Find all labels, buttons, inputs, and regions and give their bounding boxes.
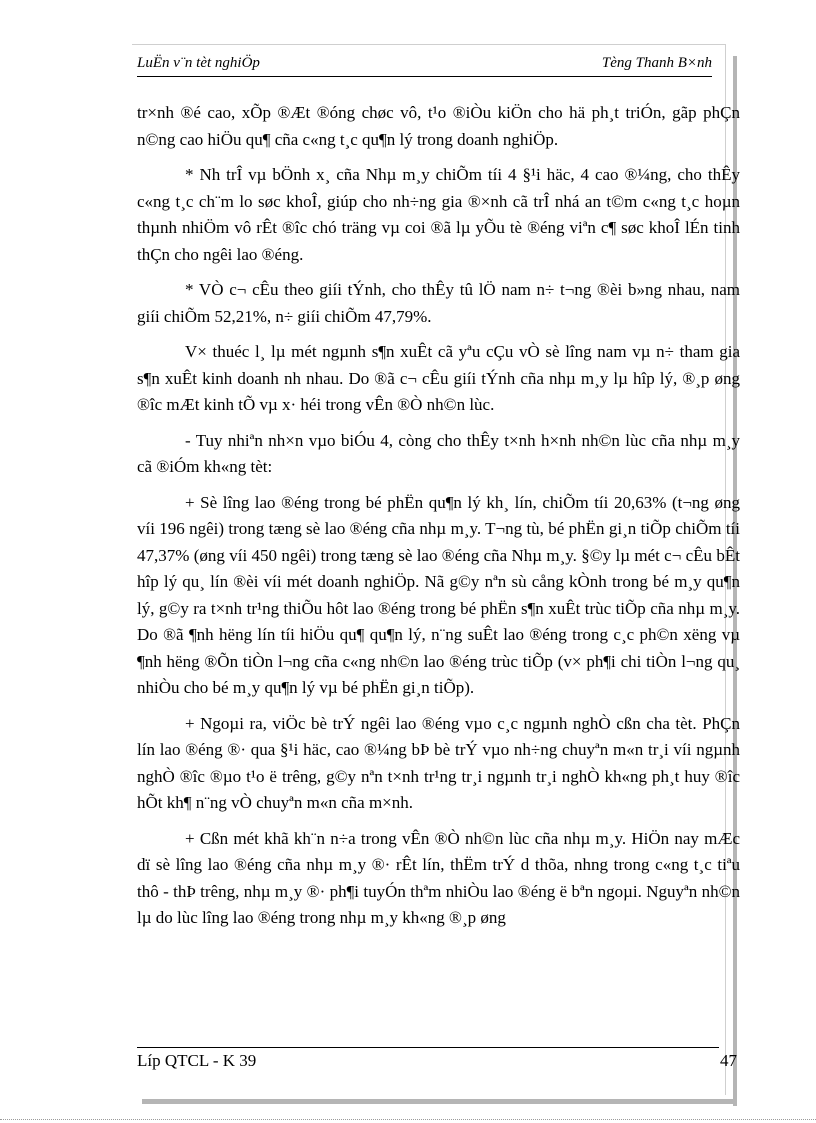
paragraph: * Nh trÎ vµ bÖnh x¸ cña Nhµ m¸y chiÕm tíi 4 §¹i häc, 4 cao ®¼ng, cho thÊy c«ng t¸c ch¨m lo søc khoÎ, giúp cho nh÷ng gia ®×nh cã trÎ nhá an t©m c«ng t¸c hoµn thµnh nhiÖm vô rÊt ®îc chó träng vµ coi ®ã lµ yÕu tè ®éng viªn c¶ søc khoÎ lÉn tinh thÇn cho ngêi lao ®éng. — [137, 165, 740, 264]
header-rule — [137, 76, 712, 77]
header-thesis-title: LuËn v¨n tèt nghiÖp — [137, 55, 260, 71]
paragraph: + Ngoµi ra, viÖc bè trÝ ngêi lao ®éng vµo c¸c ngµnh nghÒ cßn cha tèt. PhÇn lín lao ®éng ®· qua §¹i häc, cao ®¼ng bÞ bè trÝ vµo nh÷ng chuyªn m«n tr¸i víi ngµnh nghÒ ®îc ®µo t¹o ë trêng, g©y nªn t×nh tr¹ng tr¸i ngµnh tr¸i nghÒ kh«ng ph¸t huy ®îc hÕt kh¶ n¨ng vÒ chuyªn m«n cña m×nh. — [137, 713, 740, 812]
page-header — [137, 55, 712, 75]
paragraph: V× thuéc l¸ lµ mét ngµnh s¶n xuÊt cã yªu cÇu vÒ sè lîng nam vµ n÷ tham gia s¶n xuÊt kinh doanh nh nhau. Do ®ã c¬ cÊu giíi tÝnh cña nhµ m¸y lµ hîp lý, ®¸p øng ®îc mÆt kinh tÕ vµ x· héi trong vÊn ®Ò nh©n lùc. — [137, 342, 740, 414]
page-number: 47 — [720, 1051, 737, 1070]
paragraph: + Sè lîng lao ®éng trong bé phËn qu¶n lý kh¸ lín, chiÕm tíi 20,63% (t¬ng øng víi 196 ngêi) trong tæng sè lao ®éng cña nhµ m¸y. T¬ng tù, bé phËn gi¸n tiÕp chiÕm tíi 47,37% (øng víi 450 ngêi) trong tæng sè lao ®éng cña Nhµ m¸y. §©y lµ mét c¬ cÊu bÊt hîp lý qu¸ lín ®èi víi mét doanh nghiÖp. Nã g©y nªn sù cång kÒnh trong bé m¸y qu¶n lý, g©y ra t×nh tr¹ng thiÕu hôt lao ®éng trong bé phËn s¶n xuÊt trùc tiÕp cña nhµ m¸y. Do ®ã ¶nh hëng lín tíi hiÖu qu¶ qu¶n lý, n¨ng suÊt lao ®éng trong c¸c ph©n xëng vµ ¶nh hëng ®Õn tiÒn l¬ng cña c«ng nh©n lao ®éng trùc tiÕp (v× ph¶i chi tiÒn l¬ng qu¸ nhiÒu cho bé m¸y qu¶n lý vµ bé phËn gi¸n tiÕp). — [137, 492, 740, 697]
page-break-dotted-line — [0, 1119, 816, 1120]
footer-rule — [137, 1047, 719, 1048]
footer-class-label: Líp QTCL - K 39 — [137, 1051, 257, 1070]
page-shadow-bottom — [142, 1099, 737, 1104]
paragraph: * VÒ c¬ cÊu theo giíi tÝnh, cho thÊy tû lÖ nam n÷ t¬ng ®èi b»ng nhau, nam giíi chiÕm 52,21%, n÷ giíi chiÕm 47,79%. — [137, 280, 740, 326]
paragraph: + Cßn mét khã kh¨n n÷a trong vÊn ®Ò nh©n lùc cña nhµ m¸y. HiÖn nay mÆc dï sè lîng lao ®éng cña nhµ m¸y ®· rÊt lín, thËm trÝ d thõa, nhng trong c«ng t¸c tiªu thô - thÞ trêng, nhµ m¸y ®· ph¶i tuyÓn thªm nhiÒu lao ®éng ë bªn ngoµi. Nguyªn nh©n lµ do lùc lîng lao ®éng trong nhµ m¸y kh«ng ®¸p øng — [137, 828, 740, 927]
paragraph: tr×nh ®é cao, xÕp ®Æt ®óng chøc vô, t¹o ®iÒu kiÖn cho hä ph¸t triÓn, gãp phÇn n©ng cao hiÖu qu¶ cña c«ng t¸c qu¶n lý trong doanh nghiÖp. — [137, 103, 740, 149]
body-text — [137, 100, 740, 941]
paragraph: - Tuy nhiªn nh×n vµo biÓu 4, còng cho thÊy t×nh h×nh nh©n lùc cña nhµ m¸y cã ®iÓm kh«ng tèt: — [137, 430, 740, 476]
header-author-name: Tèng Thanh B×nh — [601, 55, 712, 71]
page-footer — [137, 1051, 737, 1073]
